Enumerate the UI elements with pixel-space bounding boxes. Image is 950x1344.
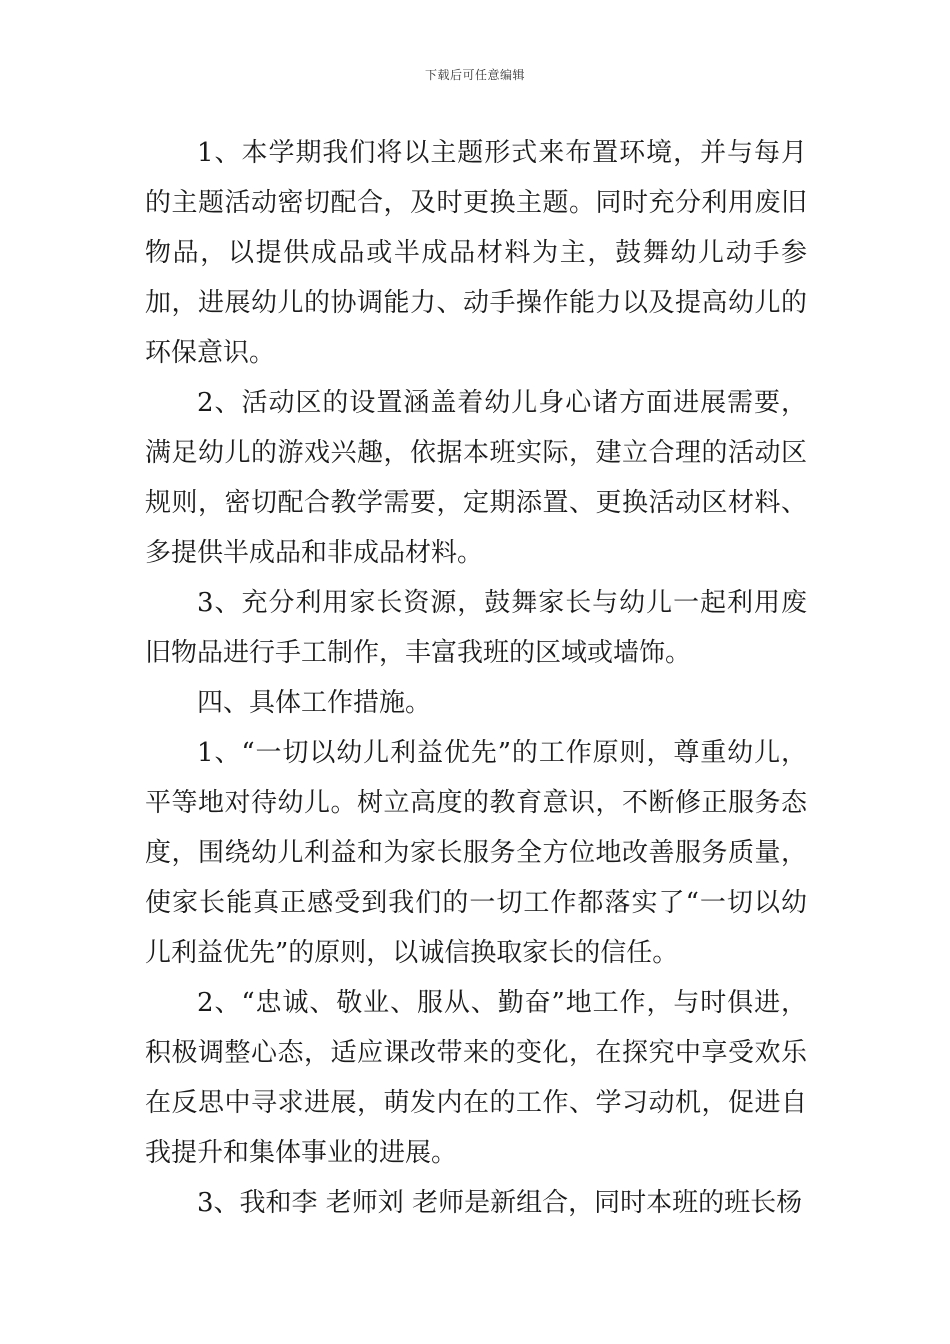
paragraph-parent-resources: 3、充分利用家长资源，鼓舞家长与幼儿一起利用废旧物品进行手工制作，丰富我班的区域或墙饰。 [145, 588, 807, 668]
paragraph-work-attitude: 2、“忠诚、敬业、服从、勤奋”地工作，与时俱进，积极调整心态，适应课改带来的变化，在探究中享受欢乐在反思中寻求进展，萌发内在的工作、学习动机，促进自我提升和集体事业的进展。 [145, 988, 807, 1168]
paragraph-environment-theme: 1、本学期我们将以主题形式来布置环境，并与每月的主题活动密切配合，及时更换主题。同时充分利用废旧物品，以提供成品或半成品材料为主，鼓舞幼儿动手参加，进展幼儿的协调能力、动手操作能力以及提高幼儿的环保意识。 [145, 138, 807, 368]
paragraph-activity-area: 2、活动区的设置涵盖着幼儿身心诸方面进展需要，满足幼儿的游戏兴趣，依据本班实际，建立合理的活动区规则，密切配合教学需要，定期添置、更换活动区材料、多提供半成品和非成品材料。 [145, 388, 807, 568]
document-body [145, 128, 807, 1228]
paragraph-child-first-principle: 1、“一切以幼儿利益优先”的工作原则，尊重幼儿，平等地对待幼儿。树立高度的教育意识，不断修正服务态度，围绕幼儿利益和为家长服务全方位地改善服务质量，使家长能真正感受到我们的一切工作都落实了“一切以幼儿利益优先”的原则，以诚信换取家长的信任。 [145, 738, 807, 968]
header-note: 下载后可任意编辑 [424, 68, 525, 82]
paragraph-teacher-team: 3、我和李 老师刘 老师是新组合，同时本班的班长杨 [197, 1188, 803, 1218]
section-heading-measures: 四、具体工作措施。 [197, 688, 432, 718]
